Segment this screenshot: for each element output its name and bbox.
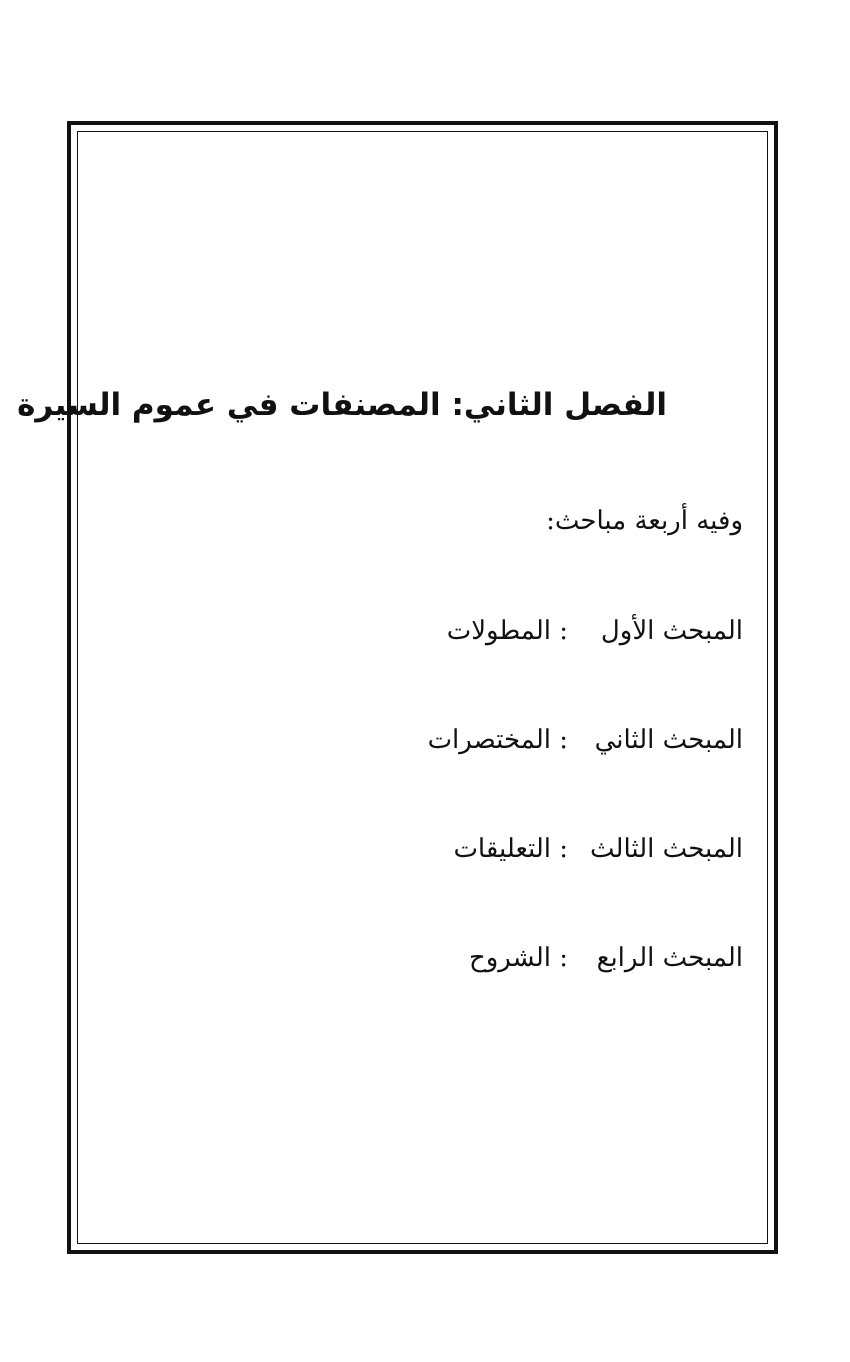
section-name: المبحث الرابع	[596, 943, 743, 973]
section-topic: : المطولات	[446, 616, 568, 646]
section-row	[428, 724, 743, 758]
page-border-inner	[77, 131, 768, 1244]
section-topic: : الشروح	[468, 943, 568, 973]
section-name: المبحث الثاني	[594, 725, 743, 755]
section-row	[453, 833, 743, 867]
section-name: المبحث الثالث	[590, 834, 743, 864]
section-topic: : المختصرات	[427, 725, 568, 755]
intro-text: وفيه أربعة مباحث:	[546, 506, 743, 536]
section-topic: : التعليقات	[453, 834, 568, 864]
section-name: المبحث الأول	[600, 616, 743, 646]
chapter-title: الفصل الثاني: المصنفات في عموم السيرة	[17, 387, 667, 423]
section-row	[469, 942, 743, 976]
section-row	[447, 615, 743, 649]
